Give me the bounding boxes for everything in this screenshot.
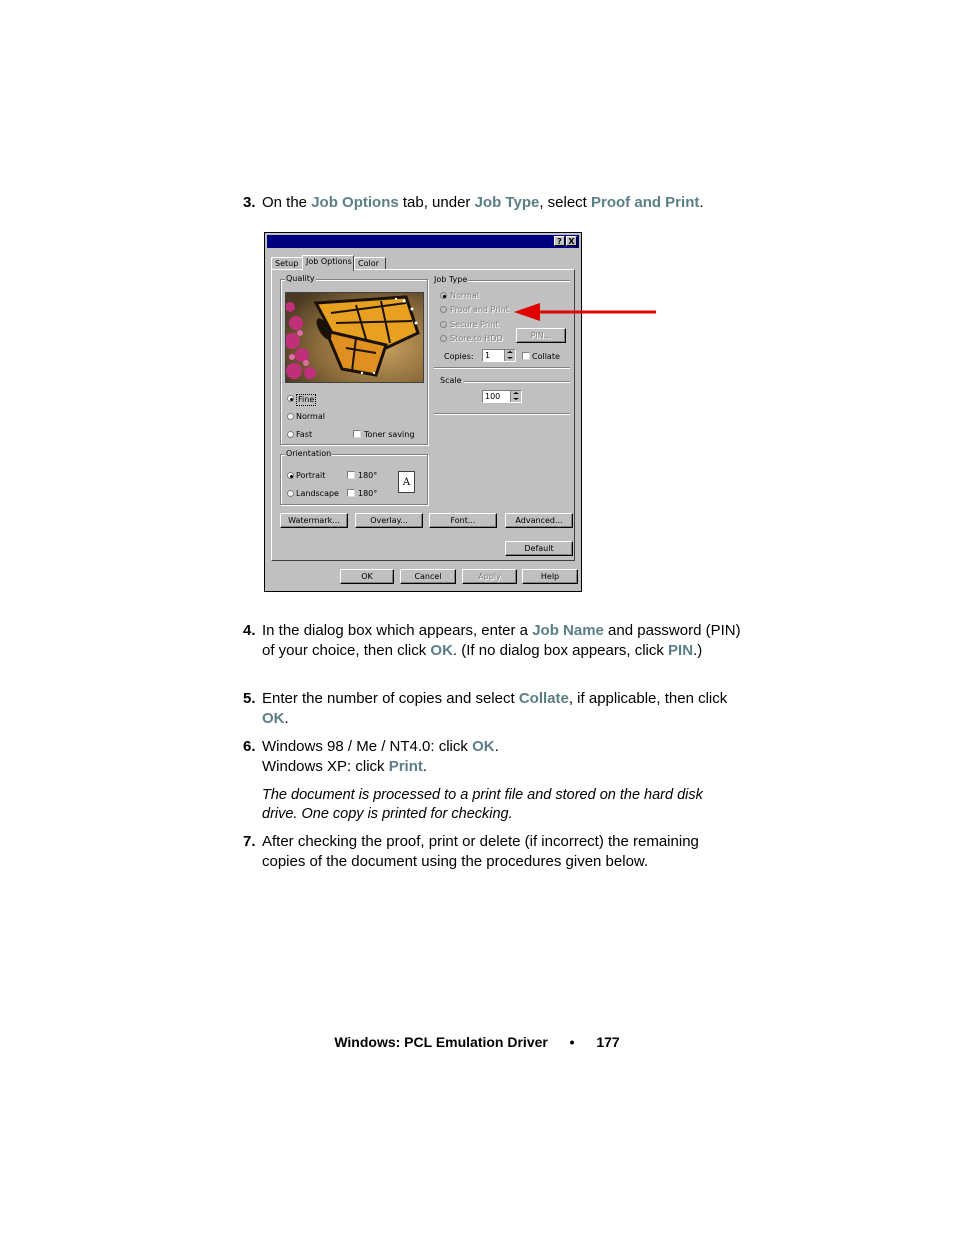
watermark-button[interactable]: Watermark...	[280, 513, 348, 528]
default-button[interactable]: Default	[505, 541, 573, 556]
step-number: 4.	[243, 622, 256, 639]
landscape-label: Landscape	[296, 489, 339, 498]
font-button[interactable]: Font...	[429, 513, 497, 528]
collate-label: Collate	[532, 352, 560, 361]
toner-saving-checkbox[interactable]	[353, 430, 361, 438]
keyword-pin: PIN	[668, 641, 694, 659]
page-footer	[0, 1034, 954, 1050]
cancel-button[interactable]: Cancel	[400, 569, 456, 584]
rotate-portrait-label: 180°	[358, 471, 378, 480]
quality-fine-radio[interactable]	[287, 395, 294, 402]
job-type-secure-print-label: Secure Print	[450, 320, 499, 329]
title-bar	[267, 235, 579, 248]
text: .	[422, 757, 428, 775]
print-properties-dialog	[264, 232, 582, 592]
text: On the	[262, 194, 312, 211]
job-type-normal-label: Normal	[450, 291, 479, 300]
scale-separator	[464, 381, 570, 383]
tab-job-options[interactable]: Job Options	[302, 255, 354, 271]
rotate-portrait-checkbox[interactable]	[347, 471, 355, 479]
keyword-job-options: Job Options	[311, 194, 399, 211]
orientation-label: Orientation	[286, 449, 332, 458]
rotate-landscape-checkbox[interactable]	[347, 489, 355, 497]
keyword-job-name: Job Name	[532, 622, 604, 639]
text: Enter the number of copies and select	[262, 690, 519, 707]
text: .	[494, 738, 499, 755]
text: . (If no dialog box appears, click	[452, 641, 669, 659]
text: , select	[539, 194, 592, 211]
step-3	[243, 193, 743, 213]
butterfly-image	[286, 293, 423, 382]
scale-bottom-separator	[434, 413, 570, 415]
job-type-proof-and-print-radio[interactable]	[440, 306, 447, 313]
note-text: The document is processed to a print file and stored on the hard disk drive. One copy is printed for checking.	[262, 787, 703, 822]
rotate-landscape-label: 180°	[358, 489, 378, 498]
step-4	[243, 621, 743, 660]
quality-fast-label: Fast	[296, 430, 313, 439]
step-number: 3.	[243, 194, 256, 211]
scale-label: Scale	[440, 376, 462, 385]
step-text-line-2	[262, 757, 743, 777]
text: .)	[693, 641, 703, 659]
scale-value: 100	[485, 392, 501, 401]
step-text	[262, 193, 743, 213]
job-type-separator	[468, 280, 570, 282]
text: , if applicable, then click	[568, 690, 728, 707]
landscape-radio[interactable]	[287, 490, 294, 497]
job-type-store-to-hdd-radio[interactable]	[440, 335, 447, 342]
text: Windows 98 / Me / NT4.0: click	[262, 738, 473, 755]
ok-button[interactable]: OK	[340, 569, 394, 584]
text: and password (PIN) of your choice, then click	[262, 622, 741, 659]
keyword-print: Print	[388, 757, 423, 775]
text: .	[284, 709, 289, 727]
butterfly-preview-image	[285, 292, 424, 383]
job-type-label: Job Type	[434, 275, 468, 284]
orientation-page-icon: A	[398, 471, 415, 493]
keyword-proof-and-print: Proof and Print	[591, 194, 700, 211]
step-number: 5.	[243, 690, 256, 707]
toner-saving-label: Toner saving	[364, 430, 415, 439]
text: tab, under	[398, 194, 475, 211]
quality-label: Quality	[286, 274, 315, 283]
footer-title: Windows: PCL Emulation Driver	[334, 1034, 548, 1050]
portrait-radio[interactable]	[287, 472, 294, 479]
overlay-button[interactable]: Overlay...	[355, 513, 423, 528]
job-type-proof-and-print-label: Proof and Print	[450, 305, 509, 314]
close-title-button[interactable]: X	[566, 236, 577, 246]
step-number: 6.	[243, 738, 256, 755]
text: Windows XP: click	[262, 757, 389, 775]
red-arrow-icon	[510, 300, 660, 324]
job-type-normal-radio[interactable]	[440, 292, 447, 299]
keyword-ok: OK	[262, 709, 285, 727]
copies-value: 1	[485, 351, 491, 360]
help-button[interactable]: Help	[522, 569, 578, 584]
step-number: 7.	[243, 833, 256, 850]
pin-button[interactable]: PIN...	[516, 328, 566, 343]
step-text: After checking the proof, print or delete (if incorrect) the remaining copies of the document using the procedures given below.	[262, 833, 699, 870]
text: .	[699, 194, 704, 211]
step-6	[243, 737, 743, 776]
job-type-bottom-separator	[434, 367, 570, 369]
page-number: 177	[596, 1034, 620, 1050]
quality-fine-label: Fine	[298, 395, 315, 404]
copies-label: Copies:	[444, 352, 474, 361]
job-type-store-to-hdd-label: Store to HDD	[450, 334, 503, 343]
step-5	[243, 689, 743, 728]
scale-spin-arrows-icon[interactable]	[510, 391, 521, 402]
help-title-button[interactable]: ?	[554, 236, 565, 246]
collate-checkbox[interactable]	[522, 352, 530, 360]
scale-spinner[interactable]	[482, 390, 522, 403]
step-text	[262, 689, 743, 728]
step-text	[262, 621, 743, 660]
quality-fast-radio[interactable]	[287, 431, 294, 438]
tab-color[interactable]: Color	[354, 257, 386, 270]
keyword-ok: OK	[430, 641, 453, 659]
job-type-secure-print-radio[interactable]	[440, 321, 447, 328]
keyword-job-type: Job Type	[474, 194, 540, 211]
step-text-line-1	[262, 737, 743, 757]
footer-bullet: •	[569, 1034, 575, 1050]
copies-spin-arrows-icon[interactable]	[504, 350, 515, 361]
copies-spinner[interactable]	[482, 349, 516, 362]
text: In the dialog box which appears, enter a	[262, 622, 533, 639]
step-7	[243, 832, 743, 871]
keyword-collate: Collate	[518, 690, 569, 707]
quality-normal-radio[interactable]	[287, 413, 294, 420]
quality-normal-label: Normal	[296, 412, 325, 421]
apply-button[interactable]: Apply	[462, 569, 517, 584]
portrait-label: Portrait	[296, 471, 326, 480]
advanced-button[interactable]: Advanced...	[505, 513, 573, 528]
keyword-ok: OK	[472, 738, 495, 755]
tab-setup[interactable]: Setup	[271, 257, 305, 270]
